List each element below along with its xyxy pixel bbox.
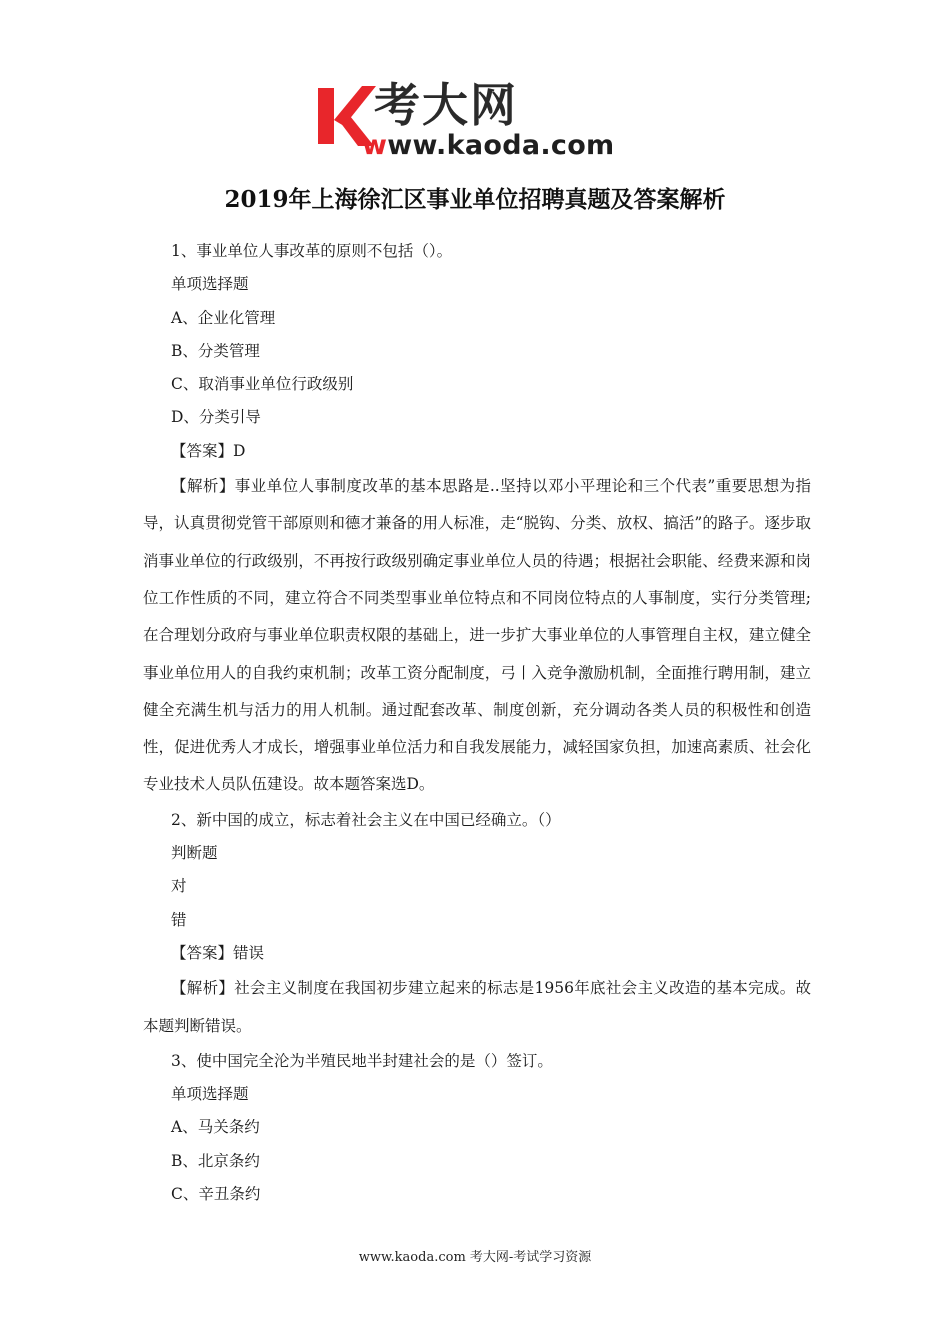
- q1-answer: 【答案】D: [171, 441, 246, 460]
- q2-option-false: 错: [171, 910, 187, 929]
- logo-site-name: 考大网: [374, 78, 518, 132]
- page-footer: www.kaoda.com 考大网-考试学习资源: [358, 1250, 592, 1265]
- q1-type: 单项选择题: [171, 275, 249, 294]
- q2-answer: 【答案】错误: [171, 943, 265, 962]
- q3-option-c: C、辛丑条约: [171, 1185, 261, 1204]
- q1-option-c: C、取消事业单位行政级别: [171, 375, 354, 394]
- kaoda-logo: [316, 78, 646, 164]
- q1-stem: 1、事业单位人事改革的原则不包括（）。: [171, 242, 453, 260]
- q1-option-d: D、分类引导: [171, 408, 261, 427]
- q2-type: 判断题: [171, 844, 218, 863]
- document-body: [143, 235, 811, 1211]
- q2-option-true: 对: [171, 877, 187, 896]
- q1-analysis: 【解析】事业单位人事制度改革的基本思路是..坚持以邓小平理论和三个代表”重要思想为指导，认真贯彻党管干部原则和德才兼备的用人标准，走“脱钩、分类、放权、搞活”的路子。逐步取消事业单位的行政级别，不再按行政级别确定事业单位人员的待遇；根据社会职能、经费来源和岗位工作性质的不同，建立符合不同类型事业单位特点和不同岗位特点的人事制度，实行分类管理;在合理划分政府与事业单位职责权限的基础上，进一步扩大事业单位的人事管理自主权，建立健全事业单位用人的自我约束机制；改革工资分配制度，弓丨入竞争激励机制，全面推行聘用制，建立健全充满生机与活力的用人机制。通过配套改革、制度创新，充分调动各类人员的积极性和创造性，促进优秀人才成长，增强事业单位活力和自我发展能力，减轻国家负担，加速高素质、社会化专业技术人员队伍建设。故本题答案选D。: [143, 477, 811, 794]
- page-title: 2019年上海徐汇区事业单位招聘真题及答案解析: [224, 186, 726, 213]
- q1-option-b: B、分类管理: [171, 341, 260, 360]
- logo-url-prefix: w: [362, 130, 388, 161]
- q2-stem: 2、新中国的成立，标志着社会主义在中国已经确立。（）: [171, 810, 561, 829]
- q3-stem: 3、使中国完全沦为半殖民地半封建社会的是（）签订。: [171, 1051, 553, 1070]
- q3-option-b: B、北京条约: [171, 1151, 260, 1170]
- q3-type: 单项选择题: [171, 1085, 249, 1104]
- q2-analysis: 【解析】社会主义制度在我国初步建立起来的标志是1956年底社会主义改造的基本完成。故本题判断错误。: [143, 979, 811, 1035]
- q3-option-a: A、马关条约: [171, 1118, 260, 1137]
- logo-url-rest: ww.kaoda.com: [387, 130, 615, 161]
- q1-option-a: A、企业化管理: [171, 308, 276, 327]
- logo-url: [362, 130, 614, 162]
